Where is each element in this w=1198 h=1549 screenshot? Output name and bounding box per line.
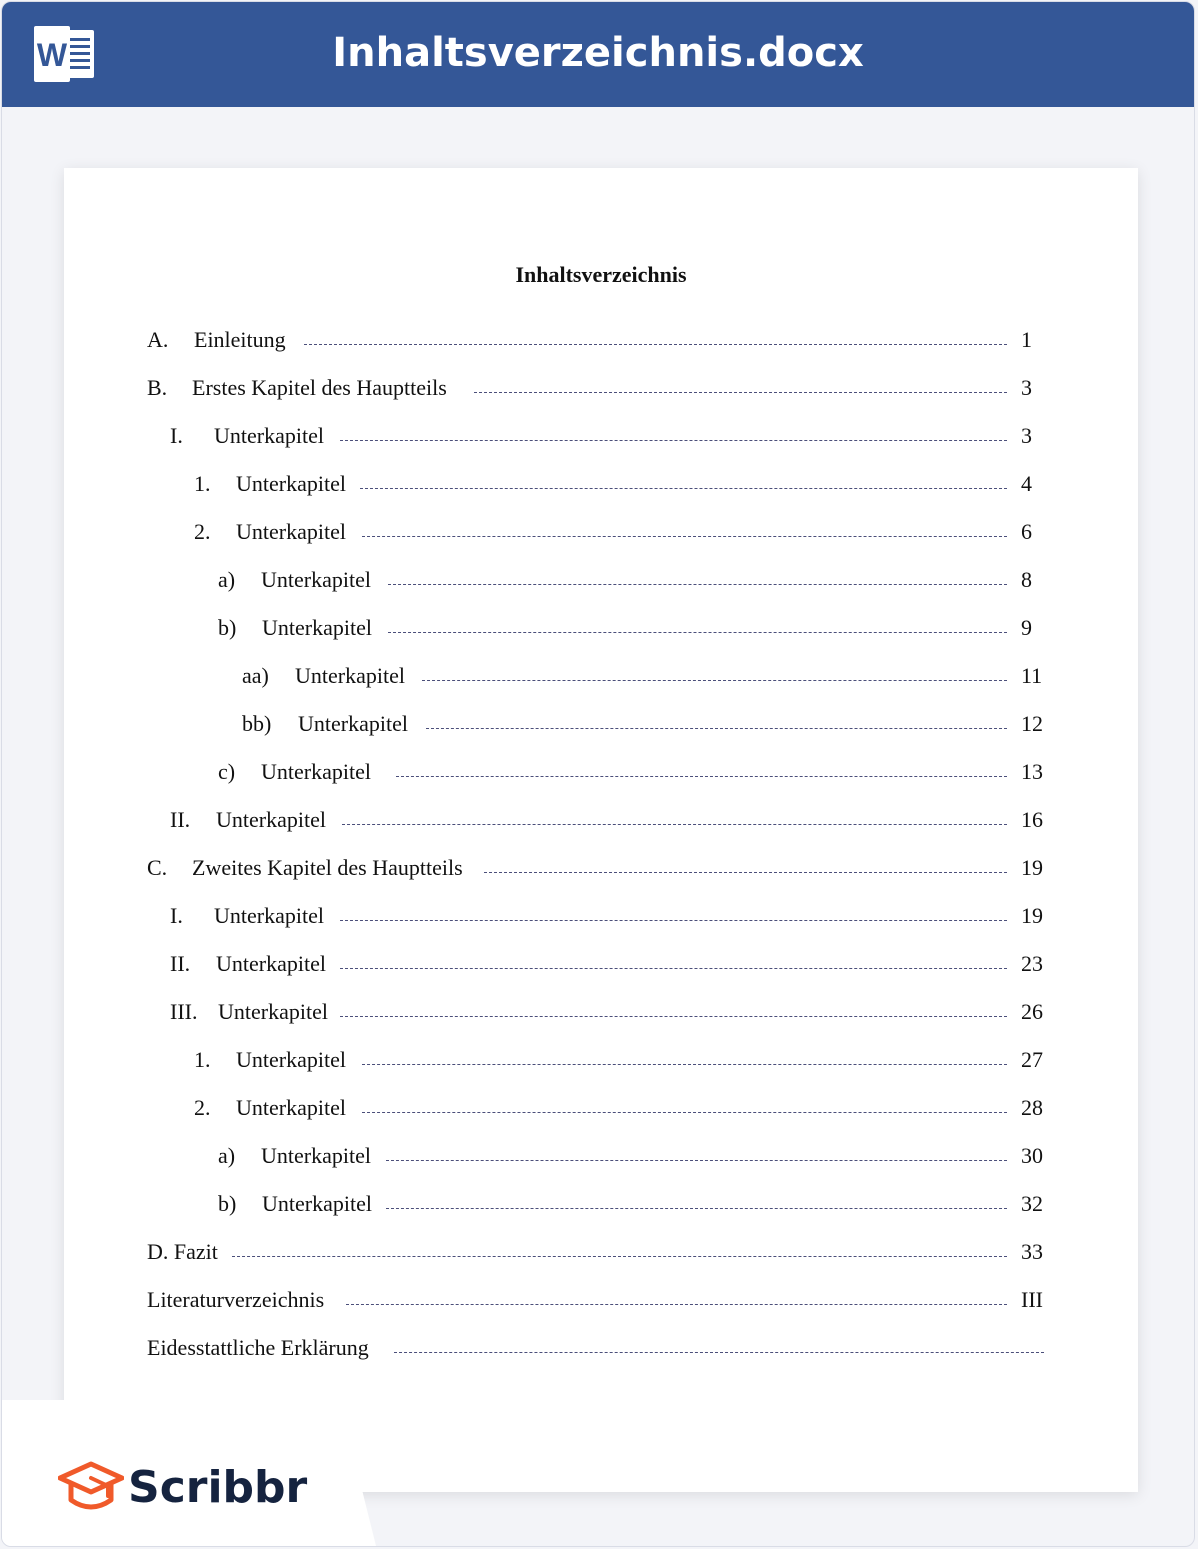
toc-entry-number: II. — [170, 807, 191, 832]
toc-entry-label: Unterkapitel — [236, 519, 346, 544]
toc-entry-number: bb) — [242, 711, 272, 736]
toc-dot-leader — [388, 632, 1007, 633]
toc-page-number: 16 — [1021, 807, 1043, 832]
toc-entry[interactable] — [64, 421, 1138, 451]
toc-entry-label: Unterkapitel — [262, 1191, 372, 1216]
toc-entry-label: Unterkapitel — [295, 663, 405, 688]
brand-name: Scribbr — [128, 1462, 308, 1513]
toc-entry-label: Unterkapitel — [216, 807, 326, 832]
graduation-cap-icon — [58, 1460, 124, 1516]
toc-entry[interactable] — [64, 1045, 1138, 1075]
toc-dot-leader — [362, 1064, 1007, 1065]
toc-entry-number: 2. — [194, 519, 211, 544]
toc-entry-label: Unterkapitel — [298, 711, 408, 736]
toc-entry[interactable] — [64, 325, 1138, 355]
toc-dot-leader — [304, 344, 1007, 345]
toc-entry-label: Eidesstattliche Erklärung — [147, 1335, 369, 1360]
toc-dot-leader — [342, 824, 1007, 825]
toc-entry-number: 1. — [194, 471, 211, 496]
toc-dot-leader — [346, 1304, 1007, 1305]
toc-dot-leader — [394, 1352, 1044, 1353]
toc-entry-number: 2. — [194, 1095, 211, 1120]
app-frame — [1, 1, 1195, 1547]
toc-page-number: 33 — [1021, 1239, 1043, 1264]
toc-dot-leader — [340, 968, 1007, 969]
toc-entry-number: 1. — [194, 1047, 211, 1072]
toc-page-number: 26 — [1021, 999, 1043, 1024]
toc-entry-label: Unterkapitel — [236, 1047, 346, 1072]
toc-entry-label: Literaturverzeichnis — [147, 1287, 325, 1312]
toc-entry-label: Unterkapitel — [236, 471, 346, 496]
toc-entry[interactable] — [64, 469, 1138, 499]
toc-page-number: III — [1021, 1287, 1043, 1312]
toc-heading: Inhaltsverzeichnis — [515, 262, 687, 287]
toc-page-number: 13 — [1021, 759, 1043, 784]
toc-entry-number: C. — [147, 855, 168, 880]
toc-dot-leader — [340, 920, 1007, 921]
toc-entry-number: B. — [147, 375, 168, 400]
toc-entry-number: b) — [218, 1191, 237, 1216]
toc-entry-label: Unterkapitel — [218, 999, 328, 1024]
toc-entry-number: b) — [218, 615, 237, 640]
toc-entry[interactable] — [64, 997, 1138, 1027]
toc-page-number: 3 — [1021, 423, 1032, 448]
toc-entry-label: Erstes Kapitel des Hauptteils — [192, 375, 447, 400]
toc-entry[interactable] — [64, 373, 1138, 403]
toc-entry-number: a) — [218, 567, 236, 592]
toc-entry-label: Unterkapitel — [262, 615, 372, 640]
toc-entry[interactable] — [64, 1333, 1138, 1363]
toc-dot-leader — [340, 1016, 1007, 1017]
toc-dot-leader — [360, 488, 1007, 489]
toc-entry-number: a) — [218, 1143, 236, 1168]
toc-dot-leader — [232, 1256, 1007, 1257]
toc-entry[interactable] — [64, 901, 1138, 931]
toc-entry-number: I. — [170, 903, 183, 928]
toc-dot-leader — [386, 1160, 1007, 1161]
toc-entry-number: A. — [147, 327, 169, 352]
toc-page-number: 12 — [1021, 711, 1043, 736]
toc-page-number: 9 — [1021, 615, 1032, 640]
toc-page-number: 19 — [1021, 903, 1043, 928]
toc-entry-number: c) — [218, 759, 236, 784]
toc-page-number: 1 — [1021, 327, 1032, 352]
document-page — [64, 168, 1138, 1492]
toc-page-number: 4 — [1021, 471, 1032, 496]
toc-page-number: 30 — [1021, 1143, 1043, 1168]
document-title: Inhaltsverzeichnis.docx — [332, 30, 864, 76]
toc-page-number: 19 — [1021, 855, 1043, 880]
toc-entry[interactable] — [64, 613, 1138, 643]
toc-entry-label: Unterkapitel — [261, 1143, 371, 1168]
toc-entry[interactable] — [64, 709, 1138, 739]
toc-dot-leader — [362, 1112, 1007, 1113]
toc-page-number: 6 — [1021, 519, 1032, 544]
toc-page-number: 3 — [1021, 375, 1032, 400]
toc-dot-leader — [396, 776, 1007, 777]
toc-entry-label: D. Fazit — [147, 1239, 218, 1264]
toc-dot-leader — [340, 440, 1007, 441]
toc-entry[interactable] — [64, 661, 1138, 691]
toc-entry-label: Unterkapitel — [261, 759, 371, 784]
toc-entry[interactable] — [64, 1237, 1138, 1267]
toc-entry[interactable] — [64, 517, 1138, 547]
toc-page-number: 27 — [1021, 1047, 1043, 1072]
toc-entry-label: Unterkapitel — [214, 903, 324, 928]
toc-entry-number: III. — [170, 999, 198, 1024]
toc-entry-number: II. — [170, 951, 191, 976]
toc-entry-label: Unterkapitel — [236, 1095, 346, 1120]
toc-dot-leader — [426, 728, 1007, 729]
toc-entry-number: aa) — [242, 663, 269, 688]
toc-entry[interactable] — [64, 949, 1138, 979]
toc-dot-leader — [422, 680, 1007, 681]
title-bar — [2, 2, 1194, 107]
toc-entry[interactable] — [64, 853, 1138, 883]
toc-dot-leader — [362, 536, 1007, 537]
toc-page-number: 8 — [1021, 567, 1032, 592]
toc-entry[interactable] — [64, 1189, 1138, 1219]
toc-page-number: 11 — [1021, 663, 1043, 688]
toc-entry[interactable] — [64, 1141, 1138, 1171]
toc-dot-leader — [388, 584, 1007, 585]
toc-page-number: 23 — [1021, 951, 1043, 976]
toc-entry-label: Einleitung — [194, 327, 286, 352]
toc-dot-leader — [386, 1208, 1007, 1209]
toc-entry-label: Unterkapitel — [261, 567, 371, 592]
toc-entry-label: Zweites Kapitel des Hauptteils — [192, 855, 463, 880]
toc-entry[interactable] — [64, 1285, 1138, 1315]
toc-entry-label: Unterkapitel — [214, 423, 324, 448]
toc-dot-leader — [484, 872, 1007, 873]
toc-entry[interactable] — [64, 1093, 1138, 1123]
toc-page-number: 32 — [1021, 1191, 1043, 1216]
toc-entry[interactable] — [64, 565, 1138, 595]
toc-page-number: 28 — [1021, 1095, 1043, 1120]
svg-text:W: W — [36, 37, 68, 73]
toc-entry-number: I. — [170, 423, 183, 448]
toc-entry-label: Unterkapitel — [216, 951, 326, 976]
toc-dot-leader — [474, 392, 1007, 393]
toc-entry[interactable] — [64, 757, 1138, 787]
toc-entry[interactable] — [64, 805, 1138, 835]
